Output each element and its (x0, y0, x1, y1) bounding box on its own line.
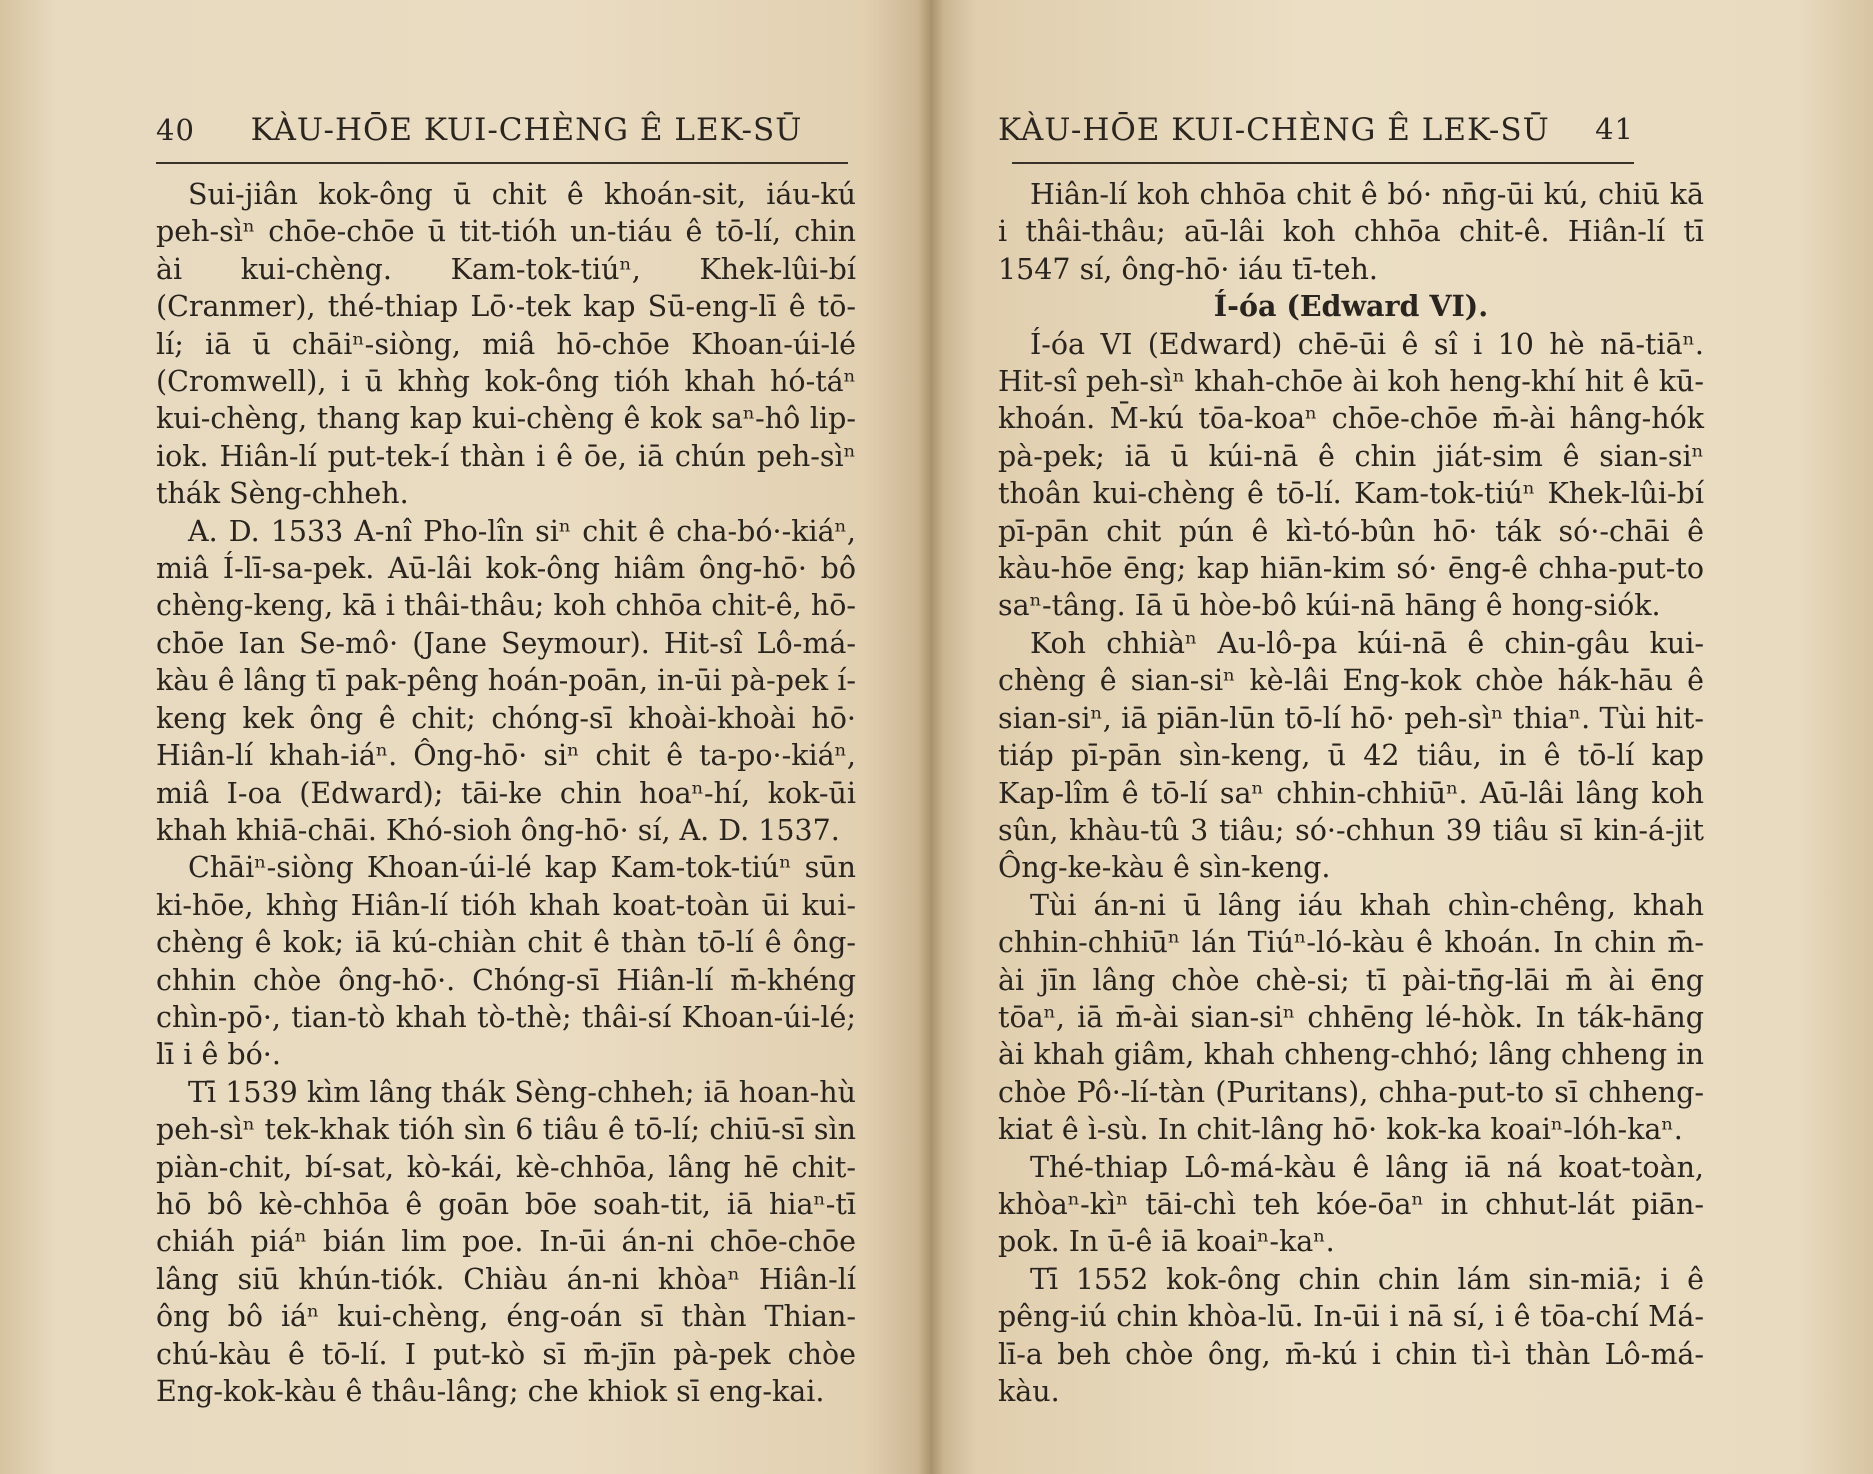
right-page-header (998, 112, 1634, 154)
right-header-rule (1012, 162, 1634, 164)
left-paragraph: Tī 1539 kìm lâng thák Sèng-chheh; iā hoan-hù peh-sìⁿ tek-khak tióh sìn 6 tiâu ê tō-lí; chiū-sī sìn piàn-chit, bí-sat, kò-kái, kè-chhōa, lâng hē chit-hō bô kè-chhōa ê goān bōe soah-tit, iā hiaⁿ-tī chiáh piáⁿ bián lim poe. In-ūi án-ni chōe-chōe lâng siū khún-tiók. Chiàu án-ni khòaⁿ Hiân-lí ông bô iáⁿ kui-chèng, éng-oán sī thàn Thian-chú-kàu ê tō-lí. I put-kò sī m̄-jīn pà-pek chòe Eng-kok-kàu ê thâu-lâng; che khiok sī eng-kai. (156, 1075, 856, 1408)
right-paragraph: Koh chhiàⁿ Au-lô-pa kúi-nā ê chin-gâu kui-chèng ê sian-siⁿ kè-lâi Eng-kok chòe hák-hāu ê sian-siⁿ, iā piān-lūn tō-lí hō· peh-sìⁿ thiaⁿ. Tùi hit-tiáp pī-pān sìn-keng, ū 42 tiâu, in ê tō-lí kap Kap-lîm ê tō-lí saⁿ chhin-chhiūⁿ. Aū-lâi lâng koh sûn, khàu-tû 3 tiâu; só·-chhun 39 tiâu sī kin-á-jit Ông-ke-kàu ê sìn-keng. (998, 626, 1704, 885)
left-paragraph: Chāiⁿ-siòng Khoan-úi-lé kap Kam-tok-tiúⁿ sūn ki-hōe, khǹg Hiân-lí tióh khah koat-toàn ūi kui-chèng ê kok; iā kú-chiàn chit ê thàn tō-lí ê ông-chhin chòe ông-hō·. Chóng-sī Hiân-lí m̄-khéng chìn-pō·, tian-tò khah tò-thè; thâi-sí Khoan-úi-lé; lī i ê bó·. (156, 851, 856, 1072)
right-paragraph: Í-óa VI (Edward) chē-ūi ê sî i 10 hè nā-tiāⁿ. Hit-sî peh-sìⁿ khah-chōe ài koh heng-khí hit ê kū-khoán. M̄-kú tōa-koaⁿ chōe-chōe m̄-ài hâng-hók pà-pek; iā ū kúi-nā ê chin jiát-sim ê sian-siⁿ thoân kui-chèng ê tō-lí. Kam-tok-tiúⁿ Khek-lûi-bí pī-pān chit pún ê kì-tó-bûn hō· ták só·-chāi ê kàu-hōe ēng; kap hiān-kim só· ēng-ê chha-put-to saⁿ-tâng. Iā ū hòe-bô kúi-nā hāng ê hong-siók. (998, 327, 1704, 623)
left-page-body (156, 176, 856, 1410)
right-page-number: 41 (1595, 112, 1634, 146)
left-page-number: 40 (156, 113, 195, 147)
right-paragraph: Tī 1552 kok-ông chin chin lám sin-miā; i ê pêng-iú chin khòa-lū. In-ūi i nā sí, i ê tōa-chí Má-lī-a beh chòe ông, m̄-kú i chin tì-ì thàn Lô-má-kàu. (998, 1262, 1704, 1408)
left-paragraph: A. D. 1533 A-nî Pho-lîn siⁿ chit ê cha-bó·-kiáⁿ, miâ Í-lī-sa-pek. Aū-lâi kok-ông hiâm ông-hō· bô chèng-keng, kā i thâi-thâu; koh chhōa chit-ê, hō-chōe Ian Se-mô· (Jane Seymour). Hit-sî Lô-má-kàu ê lâng tī pak-pêng hoán-poān, in-ūi pà-pek í-keng kek ông ê chit; chóng-sī khoài-khoài hō· Hiân-lí khah-iáⁿ. Ông-hō· siⁿ chit ê ta-po·-kiáⁿ, miâ I-oa (Edward); tāi-ke chin hoaⁿ-hí, kok-ūi khah khiā-chāi. Khó-sioh ông-hō· sí, A. D. 1537. (156, 514, 856, 847)
book-gutter (918, 0, 944, 1474)
left-page-header (156, 112, 802, 154)
right-running-head: KÀU-HŌE KUI-CHÈNG Ê LEK-SŪ (998, 112, 1550, 148)
right-paragraph: Hiân-lí koh chhōa chit ê bó· nn̄g-ūi kú, chiū kā i thâi-thâu; aū-lâi koh chhōa chit-ê. Hiân-lí tī 1547 sí, ông-hō· iáu tī-teh. (998, 178, 1704, 286)
section-heading: Í-óa (Edward VI). (1213, 289, 1489, 324)
right-paragraph: Tùi án-ni ū lâng iáu khah chìn-chêng, khah chhin-chhiūⁿ lán Tiúⁿ-ló-kàu ê khoán. In chin m̄-ài jīn lâng chòe chè-si; tī pài-tn̄g-lāi m̄ ài ēng tōaⁿ, iā m̄-ài sian-siⁿ chhēng lé-hòk. In ták-hāng ài khah giâm, khah chheng-chhó; lâng chheng in chòe Pô·-lí-tàn (Puritans), chha-put-to sī chheng-kiat ê ì-sù. In chit-lâng hō· kok-ka koaiⁿ-lóh-kaⁿ. (998, 888, 1704, 1147)
right-page-body (998, 176, 1704, 1410)
left-paragraph: Sui-jiân kok-ông ū chit ê khoán-sit, iáu-kú peh-sìⁿ chōe-chōe ū tit-tióh un-tiáu ê tō-lí, chin ài kui-chèng. Kam-tok-tiúⁿ, Khek-lûi-bí (Cranmer), thé-thiap Lō·-tek kap Sū-eng-lī ê tō-lí; iā ū chāiⁿ-siòng, miâ hō-chōe Khoan-úi-lé (Cromwell), i ū khǹg kok-ông tióh khah hó-táⁿ kui-chèng, thang kap kui-chèng ê kok saⁿ-hô lip-iok. Hiân-lí put-tek-í thàn i ê ōe, iā chún peh-sìⁿ thák Sèng-chheh. (156, 178, 856, 511)
left-header-rule (156, 162, 848, 164)
left-running-head: KÀU-HŌE KUI-CHÈNG Ê LEK-SŪ (250, 112, 803, 148)
right-paragraph: Thé-thiap Lô-má-kàu ê lâng iā ná koat-toàn, khòaⁿ-kìⁿ tāi-chì teh kóe-ōaⁿ in chhut-lát piān-pok. In ū-ê iā koaiⁿ-kaⁿ. (998, 1150, 1704, 1259)
